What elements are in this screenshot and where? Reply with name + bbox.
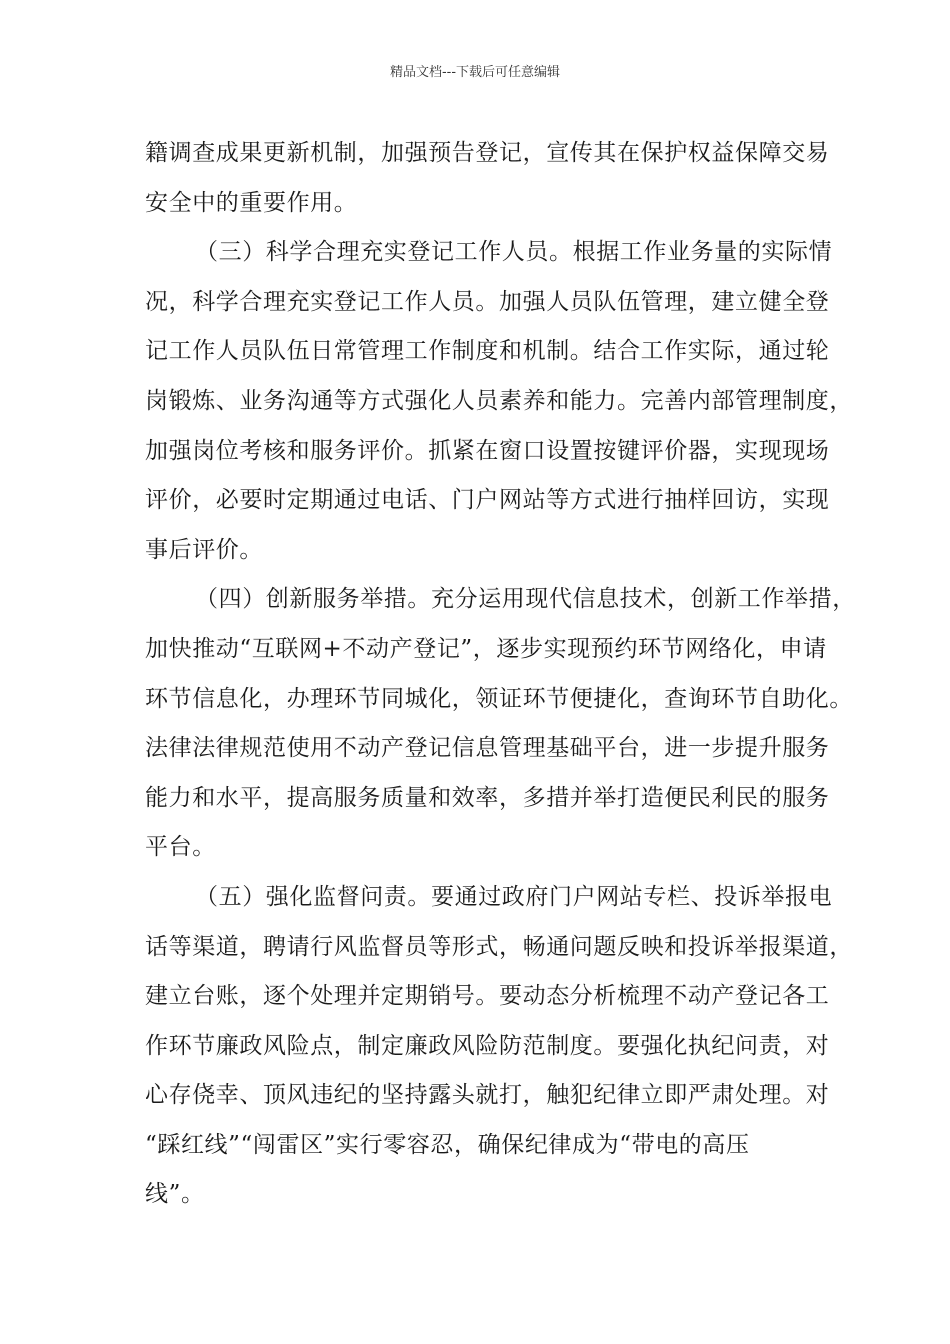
document-body: [145, 129, 856, 1220]
text-line: 岗锻炼、业务沟通等方式强化人员素养和能力。完善内部管理制度，: [145, 387, 853, 414]
text-line: 事后评价。: [145, 536, 263, 563]
text-line: 加强岗位考核和服务评价。抓紧在窗口设置按键评价器，实现现场: [145, 437, 830, 464]
text-line: 线”。: [145, 1181, 205, 1208]
text-line: 加快推动“互联网+不动产登记”，逐步实现预约环节网络化，申请: [145, 635, 827, 662]
text-line: 评价，必要时定期通过电话、门户网站等方式进行抽样回访，实现: [145, 487, 830, 514]
text-line: 况，科学合理充实登记工作人员。加强人员队伍管理，建立健全登: [145, 288, 830, 315]
paragraph-heading-line: （五）强化监督问责。要通过政府门户网站专栏、投诉举报电: [195, 883, 833, 910]
text-line: 心存侥幸、顶风违纪的坚持露头就打，触犯纪律立即严肃处理。对: [145, 1082, 830, 1109]
text-line: 安全中的重要作用。: [145, 189, 358, 216]
text-line: 法律法律规范使用不动产登记信息管理基础平台，进一步提升服务: [145, 735, 830, 762]
paragraph-heading-line: （四）创新服务举措。充分运用现代信息技术，创新工作举措，: [195, 586, 856, 613]
text-line: 建立台账，逐个处理并定期销号。要动态分析梳理不动产登记各工: [145, 983, 830, 1010]
paragraph-heading-line: （三）科学合理充实登记工作人员。根据工作业务量的实际情: [195, 239, 833, 266]
text-line: 话等渠道，聘请行风监督员等形式，畅通问题反映和投诉举报渠道，: [145, 933, 853, 960]
page-header: 精品文档---下载后可任意编辑: [389, 65, 561, 80]
text-line: “踩红线”“闯雷区”实行零容忍，确保纪律成为“带电的高压: [145, 1131, 750, 1158]
text-line: 平台。: [145, 834, 216, 861]
text-line: 环节信息化，办理环节同城化，领证环节便捷化，查询环节自助化。: [145, 685, 853, 712]
text-line: 籍调查成果更新机制，加强预告登记，宣传其在保护权益保障交易: [145, 140, 830, 166]
text-line: 作环节廉政风险点，制定廉政风险防范制度。要强化执纪问责，对: [145, 1032, 830, 1059]
text-line: 记工作人员队伍日常管理工作制度和机制。结合工作实际，通过轮: [145, 338, 830, 365]
text-line: 能力和水平，提高服务质量和效率，多措并举打造便民利民的服务: [145, 784, 830, 811]
